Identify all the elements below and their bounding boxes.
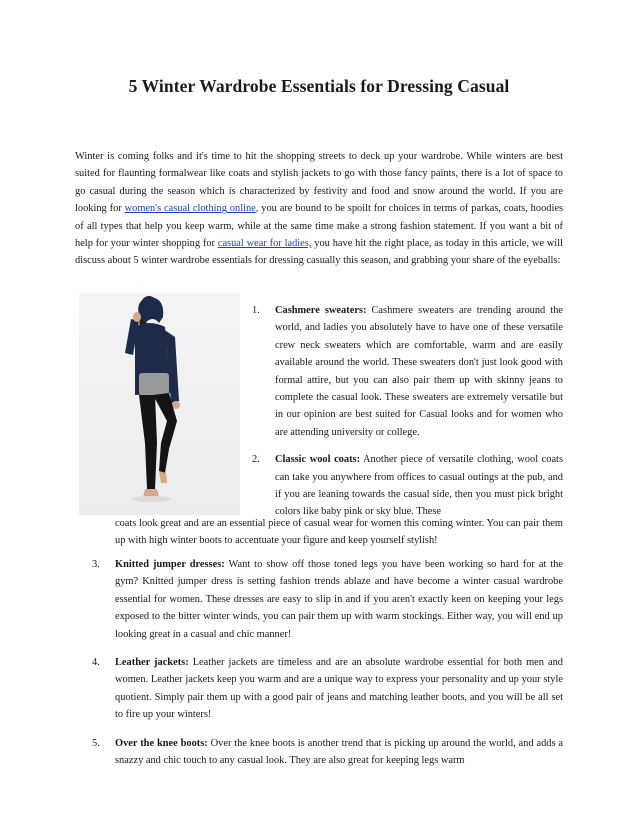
item-text: Leather jackets are timeless and are an absolute wardrobe essential for both men and women. Leather jackets keep you warm and are a unique way to express your personality and up your style quotient. Simply pair them up with a good pair of jeans and matching leather boots, and you will be all set to fire up your winters!: [115, 657, 564, 721]
item-text: Want to show off those toned legs you have been working so hard for at the gym? Knitted jumper dress is setting fashion trends ablaze and have become a winter casual wardrobe essential for women. These dresses are easy to slip in and if you aren't exactly keen on keeping your legs exposed to the bitter winter winds, you can pair them up with warm stockings. Either way, you will end up looking great in a casual and chic manner!: [115, 559, 564, 640]
item-body: [275, 451, 563, 521]
woman-hoodie-photo: [79, 293, 240, 515]
intro-text-3: you have hit the right place, as today in this article, we will discuss about 5 winter wardrobe essentials for dressing casually this season, and grabbing your share of the eyeballs:: [75, 238, 563, 267]
link-womens-casual-clothing[interactable]: women's casual clothing online: [124, 203, 256, 215]
item-heading: Cashmere sweaters:: [275, 305, 367, 316]
item-text: Another piece of versatile clothing, wool coats can take you anywhere from offices to casual outings at the pub, and if you are leaning towards the casual side, then you must pick bright colors like baby pink or sky blue. These: [275, 454, 563, 518]
item-number: 3.: [92, 559, 100, 570]
item-number: 1.: [252, 305, 260, 316]
essentials-list-top: [252, 302, 563, 531]
item-heading: Knitted jumper dresses:: [115, 559, 225, 570]
list-item: [92, 556, 563, 643]
article-title: 5 Winter Wardrobe Essentials for Dressing Casual: [128, 76, 510, 96]
model-illustration: [79, 293, 240, 515]
item-body: [115, 556, 563, 643]
item-body: [115, 735, 563, 770]
intro-text-1: Winter is coming folks and it's time to hit the shopping streets to deck up your wardrobe. While winters are best suited for flaunting formalwear like coats and stylish jackets to go with those fancy paints, there is a lot of space to go casual during the season which is characterized by festivity and food and snow around the world. If you are looking for: [75, 151, 563, 215]
list-item: [252, 451, 563, 521]
item-2-continuation: coats look great and are an essential piece of casual wear for women this coming winter. You can pair them up with high winter boots to accentuate your figure and keep yourself stylish!: [115, 518, 563, 547]
item-body: [115, 654, 563, 724]
link-casual-wear-ladies[interactable]: casual wear for ladies,: [217, 238, 312, 250]
item-number: 4.: [92, 657, 100, 669]
intro-paragraph: [75, 148, 563, 270]
intro-text-2: , you are bound to be spoilt for choices in terms of parkas, coats, hoodies of all types that help you keep warm, while at the same time make a strong fashion statement. If you want a bit of help for your winter shopping for: [75, 203, 564, 250]
item-body: [275, 302, 563, 441]
essentials-list-bottom: [92, 556, 563, 780]
item-number: 2.: [252, 454, 260, 466]
item-number: 5.: [92, 737, 100, 749]
list-item: [92, 654, 563, 724]
item-heading: Over the knee boots:: [115, 737, 208, 749]
list-item: [252, 302, 563, 441]
item-text: Over the knee boots is another trend that is picking up around the world, and adds a snazzy and chic touch to any casual look. They are also great for keeping legs warm: [115, 737, 563, 767]
item-heading: Classic wool coats:: [275, 454, 361, 466]
item-heading: Leather jackets:: [115, 657, 189, 669]
item-text: Cashmere sweaters are trending around the world, and ladies you absolutely have to have one of these versatile crew neck sweaters which are comfortable, warm and are easily available around the world. These sweaters don't just look good with formal attire, but you can also pair them up with skinny jeans to complete the casual look. These sweaters are extremely versatile but in our opinion are best suited for Casual looks and for women who are attending university or college.: [275, 305, 564, 438]
list-item: [92, 735, 563, 770]
